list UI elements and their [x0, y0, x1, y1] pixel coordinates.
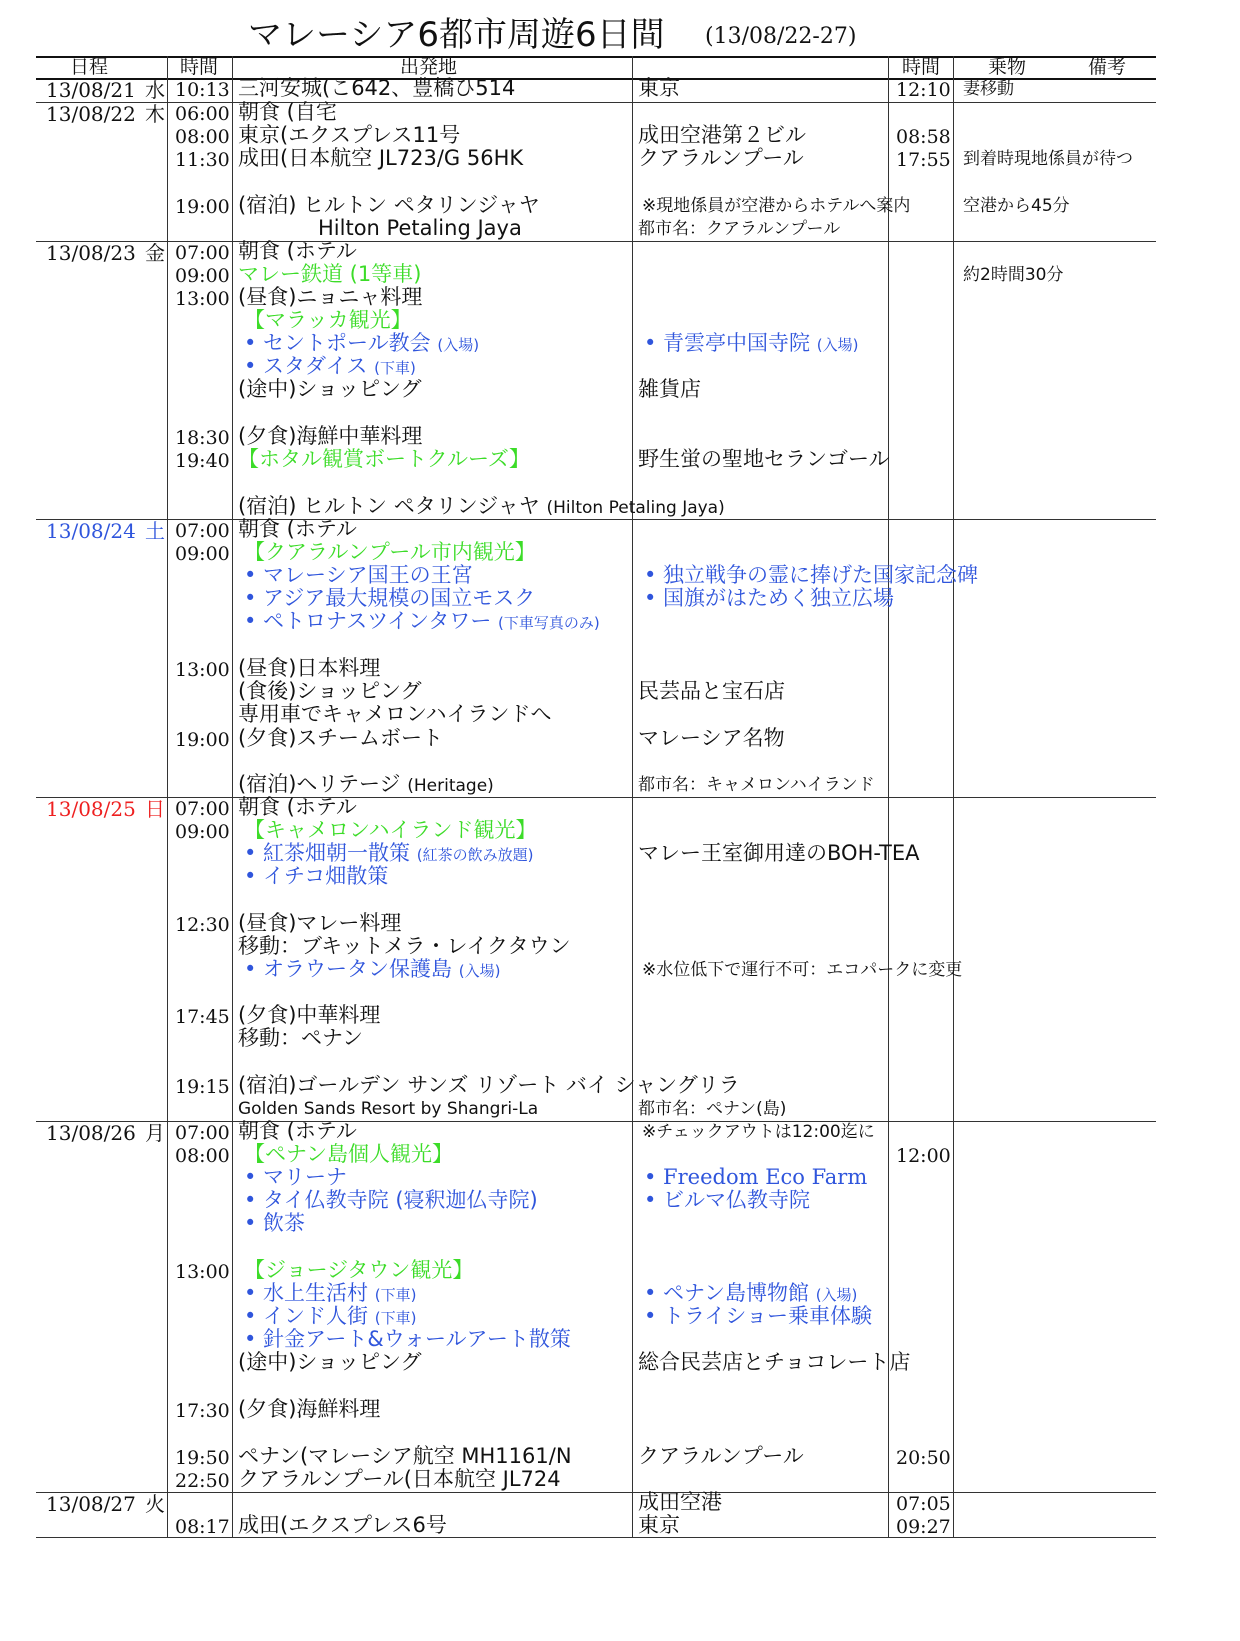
- day-of-week: 木: [145, 102, 165, 126]
- note-cell: 到着時現地係員が待つ: [963, 149, 1133, 169]
- day-date: 13/08/22: [46, 102, 136, 126]
- tour-heading: 【ジョージタウン観光】: [244, 1258, 474, 1282]
- flight-cell: ペナン(マレーシア航空 MH1161/N: [238, 1444, 572, 1468]
- shop-cell: 雑貨店: [638, 377, 701, 401]
- time-cell: 19:15: [175, 1076, 230, 1098]
- sight-item: • 青雲亭中国寺院 (入場): [644, 331, 859, 355]
- sight-item: • Freedom Eco Farm: [644, 1165, 868, 1189]
- activity-cell: (昼食)日本料理: [238, 656, 381, 680]
- time-cell: 22:50: [175, 1470, 230, 1492]
- page-title: マレーシア6都市周遊6日間: [248, 15, 665, 55]
- activity-cell: 朝食 (ホテル: [238, 517, 357, 541]
- hotel-cell: (宿泊)ヘリテージ (Heritage): [238, 772, 494, 796]
- sight-item: • 紅茶畑朝一散策 (紅茶の飲み放題): [244, 841, 534, 865]
- time-cell: 19:00: [175, 729, 230, 751]
- column-divider: [953, 56, 954, 1537]
- title-dates: (13/08/22-27): [705, 24, 857, 49]
- note-cell: 約2時間30分: [963, 265, 1064, 285]
- time-cell: 19:40: [175, 450, 230, 472]
- header-time: 時間: [180, 56, 219, 78]
- tour-heading: 【クアラルンプール市内観光】: [244, 540, 536, 564]
- activity-cell: 朝食 (自宅: [238, 100, 337, 124]
- time-cell: 09:00: [175, 265, 230, 287]
- time-cell: 07:00: [175, 798, 230, 820]
- activity-cell: 朝食 (ホテル: [238, 239, 357, 263]
- city-cell: 都市名：クアラルンプール: [638, 219, 841, 239]
- highlight-cell: マレー鉄道 (1等車): [238, 262, 422, 286]
- time-cell: 17:30: [175, 1400, 230, 1422]
- sight-item: • 針金アート&ウォールアート散策: [244, 1327, 571, 1351]
- shop-cell: 民芸品と宝石店: [638, 679, 785, 703]
- time-cell: 06:00: [175, 103, 230, 125]
- activity-cell: (夕食)海鮮中華料理: [238, 424, 423, 448]
- time-cell: 07:00: [175, 1122, 230, 1144]
- column-divider: [888, 56, 889, 1537]
- sight-item: • スタダイス (下車): [244, 354, 416, 378]
- sight-item: • インド人街 (下車): [244, 1304, 417, 1328]
- header-departure: 出発地: [400, 56, 458, 78]
- tour-heading: 【ペナン島個人観光】: [244, 1142, 453, 1166]
- hotel-cell: (宿泊) ヒルトン ペタリンジャヤ: [238, 193, 540, 217]
- note-cell: ※チェックアウトは12:00迄に: [642, 1122, 875, 1142]
- time-cell: 11:30: [175, 149, 230, 171]
- sight-item: • ペトロナスツインタワー (下車写真のみ): [244, 609, 600, 633]
- sight-item: • 水上生活村 (下車): [244, 1281, 417, 1305]
- shop-cell: 総合民芸店とチョコレート店: [638, 1350, 911, 1374]
- note-cell: ※現地係員が空港からホテルへ案内: [642, 196, 911, 216]
- destination-cell: 成田空港: [638, 1490, 722, 1514]
- arrival-time-cell: 12:10: [896, 79, 951, 101]
- header-schedule: 日程: [70, 56, 109, 78]
- destination-cell: マレーシア名物: [638, 726, 785, 750]
- activity-cell: (食後)ショッピング: [238, 679, 422, 703]
- sight-item: • ペナン島博物館 (入場): [644, 1281, 858, 1305]
- activity-cell: (夕食)海鮮料理: [238, 1397, 381, 1421]
- sight-item: • タイ仏教寺院 (寝釈迦仏寺院): [244, 1188, 538, 1212]
- arrival-time-cell: 08:58: [896, 126, 951, 148]
- destination-cell: 野生蛍の聖地セランゴール: [638, 447, 890, 471]
- activity-cell: 朝食 (ホテル: [238, 795, 357, 819]
- time-cell: 17:45: [175, 1006, 230, 1028]
- column-divider: [632, 56, 633, 1537]
- hotel-name-en: Hilton Petaling Jaya: [318, 216, 522, 240]
- destination-cell: クアラルンプール: [638, 1444, 804, 1468]
- note-cell: 妻移動: [963, 79, 1014, 99]
- sight-item: • アジア最大規模の国立モスク: [244, 586, 536, 610]
- day-of-week: 月: [145, 1121, 165, 1145]
- time-cell: 19:50: [175, 1447, 230, 1469]
- day-date: 13/08/26: [46, 1121, 136, 1145]
- day-of-week: 土: [145, 519, 165, 543]
- sight-item: • 独立戦争の霊に捧げた国家記念碑: [644, 563, 979, 587]
- arrival-time-cell: 07:05: [896, 1493, 951, 1515]
- column-divider: [232, 56, 233, 1537]
- activity-cell: 移動：ペナン: [238, 1026, 363, 1050]
- sight-item: • トライショー乗車体験: [644, 1304, 873, 1328]
- activity-cell: (昼食)ニョニャ料理: [238, 285, 423, 309]
- time-cell: 09:00: [175, 543, 230, 565]
- column-divider: [167, 56, 168, 1537]
- activity-cell: 東京(エクスプレス11号: [238, 123, 461, 147]
- sight-item: • イチコ畑散策: [244, 864, 389, 888]
- day-date: 13/08/25: [46, 797, 136, 821]
- time-cell: 19:00: [175, 196, 230, 218]
- activity-cell: 成田(日本航空 JL723/G 56HK: [238, 146, 524, 170]
- note-cell: 空港から45分: [963, 196, 1070, 216]
- hotel-cell: (宿泊) ヒルトン ペタリンジャヤ (Hilton Petaling Jaya): [238, 494, 725, 518]
- time-cell: 13:00: [175, 288, 230, 310]
- sight-item: • マレーシア国王の王宮: [244, 563, 473, 587]
- day-of-week: 日: [145, 797, 165, 821]
- day-of-week: 金: [145, 241, 165, 265]
- day-date: 13/08/27: [46, 1492, 136, 1516]
- activity-cell: (昼食)マレー料理: [238, 911, 402, 935]
- tour-heading: 【マラッカ観光】: [244, 308, 412, 332]
- activity-cell: 朝食 (ホテル: [238, 1119, 357, 1143]
- day-divider: [36, 1492, 1156, 1493]
- time-cell: 08:00: [175, 1145, 230, 1167]
- time-cell: 07:00: [175, 242, 230, 264]
- activity-cell: (途中)ショッピング: [238, 1350, 422, 1374]
- sight-item: • ビルマ仏教寺院: [644, 1188, 811, 1212]
- activity-cell: (途中)ショッピング: [238, 377, 422, 401]
- time-cell: 07:00: [175, 520, 230, 542]
- time-cell: 08:00: [175, 126, 230, 148]
- activity-cell: 移動：ブキットメラ・レイクタウン: [238, 934, 571, 958]
- day-date: 13/08/21: [46, 78, 136, 102]
- destination-cell: 東京: [638, 1513, 680, 1537]
- hotel-name-en: Golden Sands Resort by Shangri-La: [238, 1099, 539, 1119]
- arrival-time-cell: 20:50: [896, 1447, 951, 1469]
- activity-cell: 専用車でキャメロンハイランドへ: [238, 702, 552, 726]
- tour-heading: 【キャメロンハイランド観光】: [244, 818, 537, 842]
- sight-item: • 国旗がはためく独立広場: [644, 586, 895, 610]
- sight-item: • マリーナ: [244, 1165, 348, 1189]
- header-transport: 乗物: [988, 56, 1027, 78]
- arrival-time-cell: 17:55: [896, 149, 951, 171]
- day-date: 13/08/24: [46, 519, 136, 543]
- note-cell: ※水位低下で運行不可：エコパークに変更: [642, 960, 963, 980]
- destination-cell: マレー王室御用達のBOH-TEA: [638, 841, 920, 865]
- city-cell: 都市名：ペナン(島): [638, 1099, 787, 1119]
- sight-item: • 飲茶: [244, 1211, 306, 1235]
- departure-cell: 三河安城(こ642、豊橋ひ514: [238, 76, 516, 100]
- time-cell: 18:30: [175, 427, 230, 449]
- day-date: 13/08/23: [46, 241, 136, 265]
- highlight-cell: 【ホタル観賞ボートクルーズ】: [238, 447, 530, 471]
- destination-cell: 東京: [638, 76, 680, 100]
- time-cell: 09:00: [175, 821, 230, 843]
- flight-cell: クアラルンプール(日本航空 JL724: [238, 1467, 561, 1491]
- day-of-week: 火: [145, 1492, 165, 1516]
- header-remarks: 備考: [1088, 56, 1127, 78]
- time-cell: 08:17: [175, 1516, 230, 1538]
- activity-cell: 成田(エクスプレス6号: [238, 1513, 447, 1537]
- activity-cell: (夕食)中華料理: [238, 1003, 381, 1027]
- day-of-week: 水: [145, 78, 165, 102]
- destination-cell: クアラルンプール: [638, 146, 804, 170]
- hotel-cell: (宿泊)ゴールデン サンズ リゾート バイ シャングリラ: [238, 1073, 740, 1097]
- arrival-time-cell: 09:27: [896, 1516, 951, 1538]
- activity-cell: (夕食)スチームボート: [238, 726, 443, 750]
- header-time-2: 時間: [902, 56, 941, 78]
- time-cell: 10:13: [175, 79, 230, 101]
- time-cell: 13:00: [175, 659, 230, 681]
- sight-item: • オラウータン保護島 (入場): [244, 957, 501, 981]
- time-cell: 12:30: [175, 914, 230, 936]
- time-cell: 13:00: [175, 1261, 230, 1283]
- destination-cell: 成田空港第２ビル: [638, 123, 806, 147]
- arrival-time-cell: 12:00: [896, 1145, 951, 1167]
- sight-item: • セントポール教会 (入場): [244, 331, 480, 355]
- city-cell: 都市名：キャメロンハイランド: [638, 775, 875, 795]
